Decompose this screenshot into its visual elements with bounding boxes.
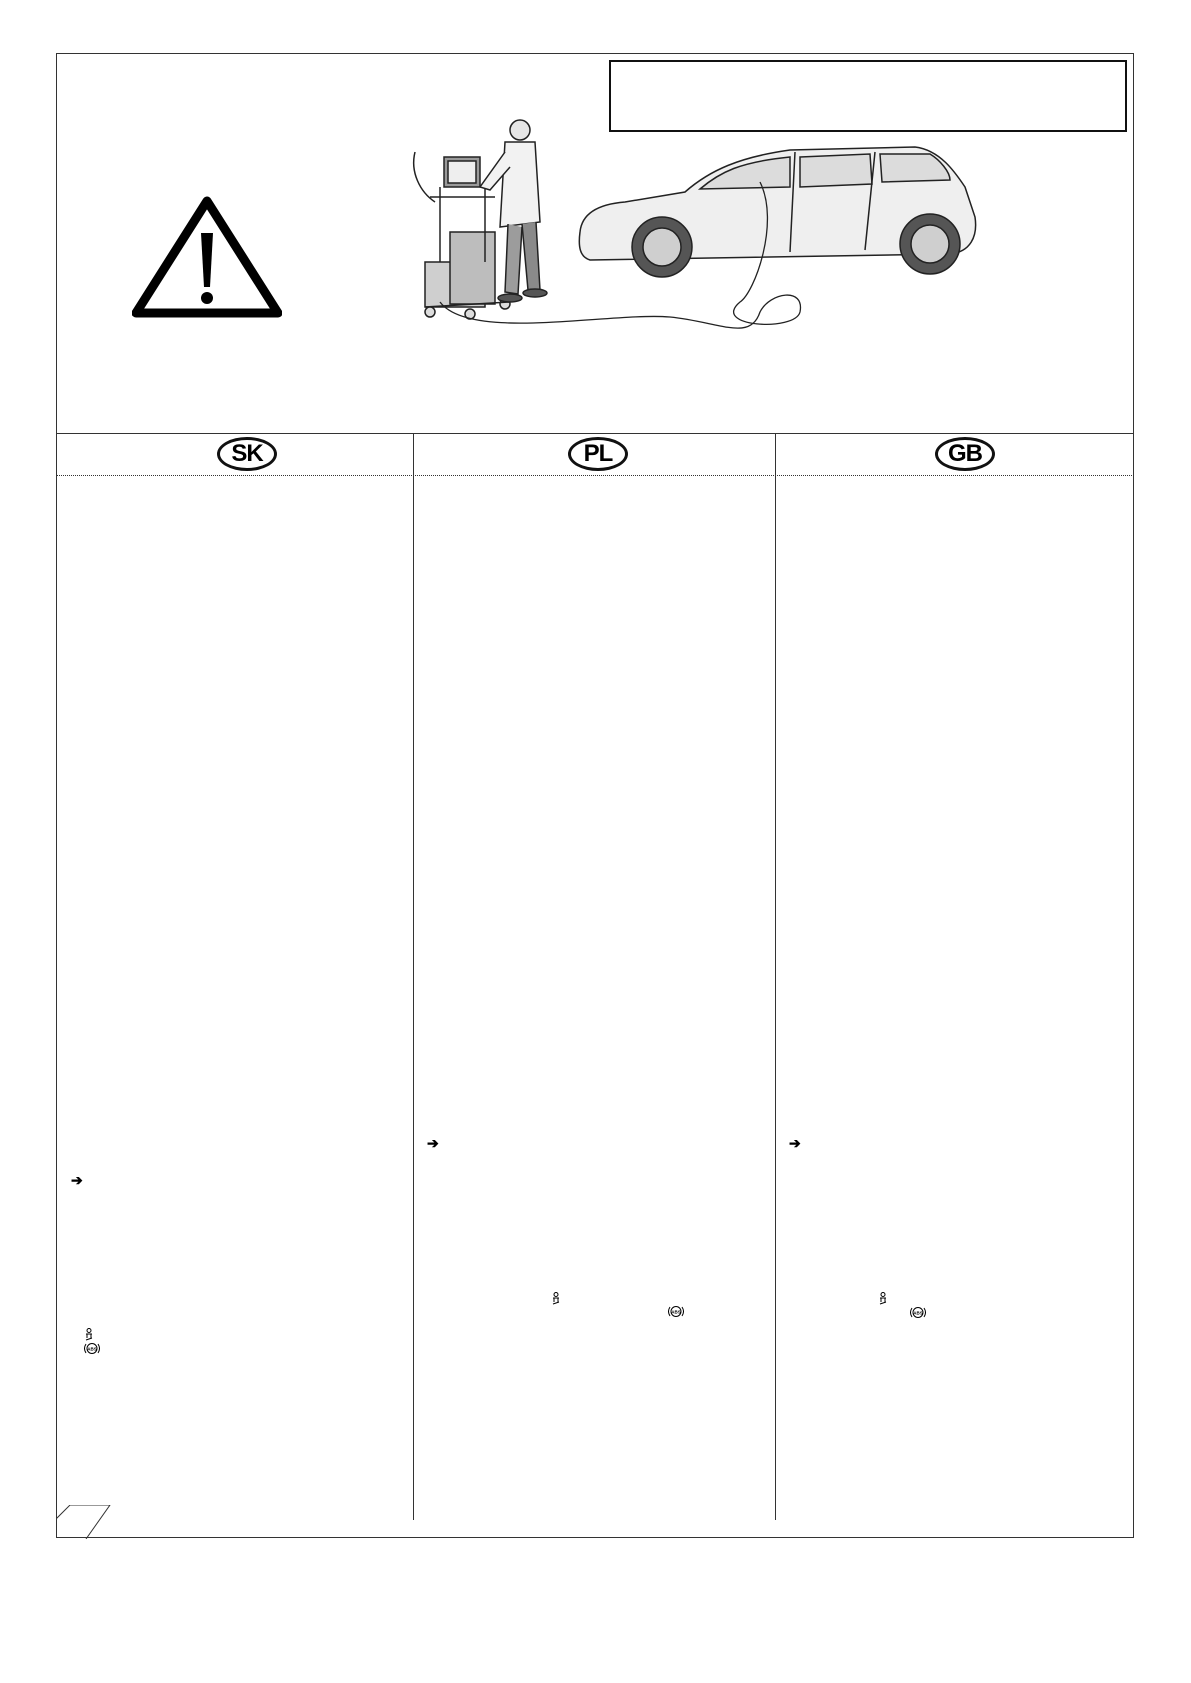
warning-triangle-icon [132, 195, 282, 320]
seatbelt-warning-icon [878, 1292, 888, 1306]
bullet-arrow-icon: ➔ [427, 1135, 439, 1151]
abs-icon-label: ABS [671, 1309, 681, 1315]
language-badge-sk: SK [217, 437, 277, 471]
column-divider [775, 433, 776, 1520]
abs-icon-label: ABS [913, 1310, 923, 1316]
abs-icon-label: ABS [87, 1346, 97, 1352]
page-corner-tab [56, 1505, 166, 1539]
bullet-arrow-icon: ➔ [789, 1135, 801, 1151]
abs-warning-icon [84, 1342, 100, 1355]
bullet-arrow-icon: ➔ [71, 1172, 83, 1188]
column-divider [413, 433, 414, 1520]
seatbelt-warning-icon [551, 1292, 561, 1306]
language-badge-gb: GB [935, 437, 995, 471]
language-badge-pl: PL [568, 437, 628, 471]
seatbelt-warning-icon [84, 1328, 94, 1342]
abs-warning-icon [910, 1306, 926, 1319]
diagnostic-station-illustration [410, 112, 1030, 362]
section-separator [56, 433, 1134, 434]
header-dotted-separator [56, 475, 1134, 476]
abs-warning-icon [668, 1305, 684, 1318]
